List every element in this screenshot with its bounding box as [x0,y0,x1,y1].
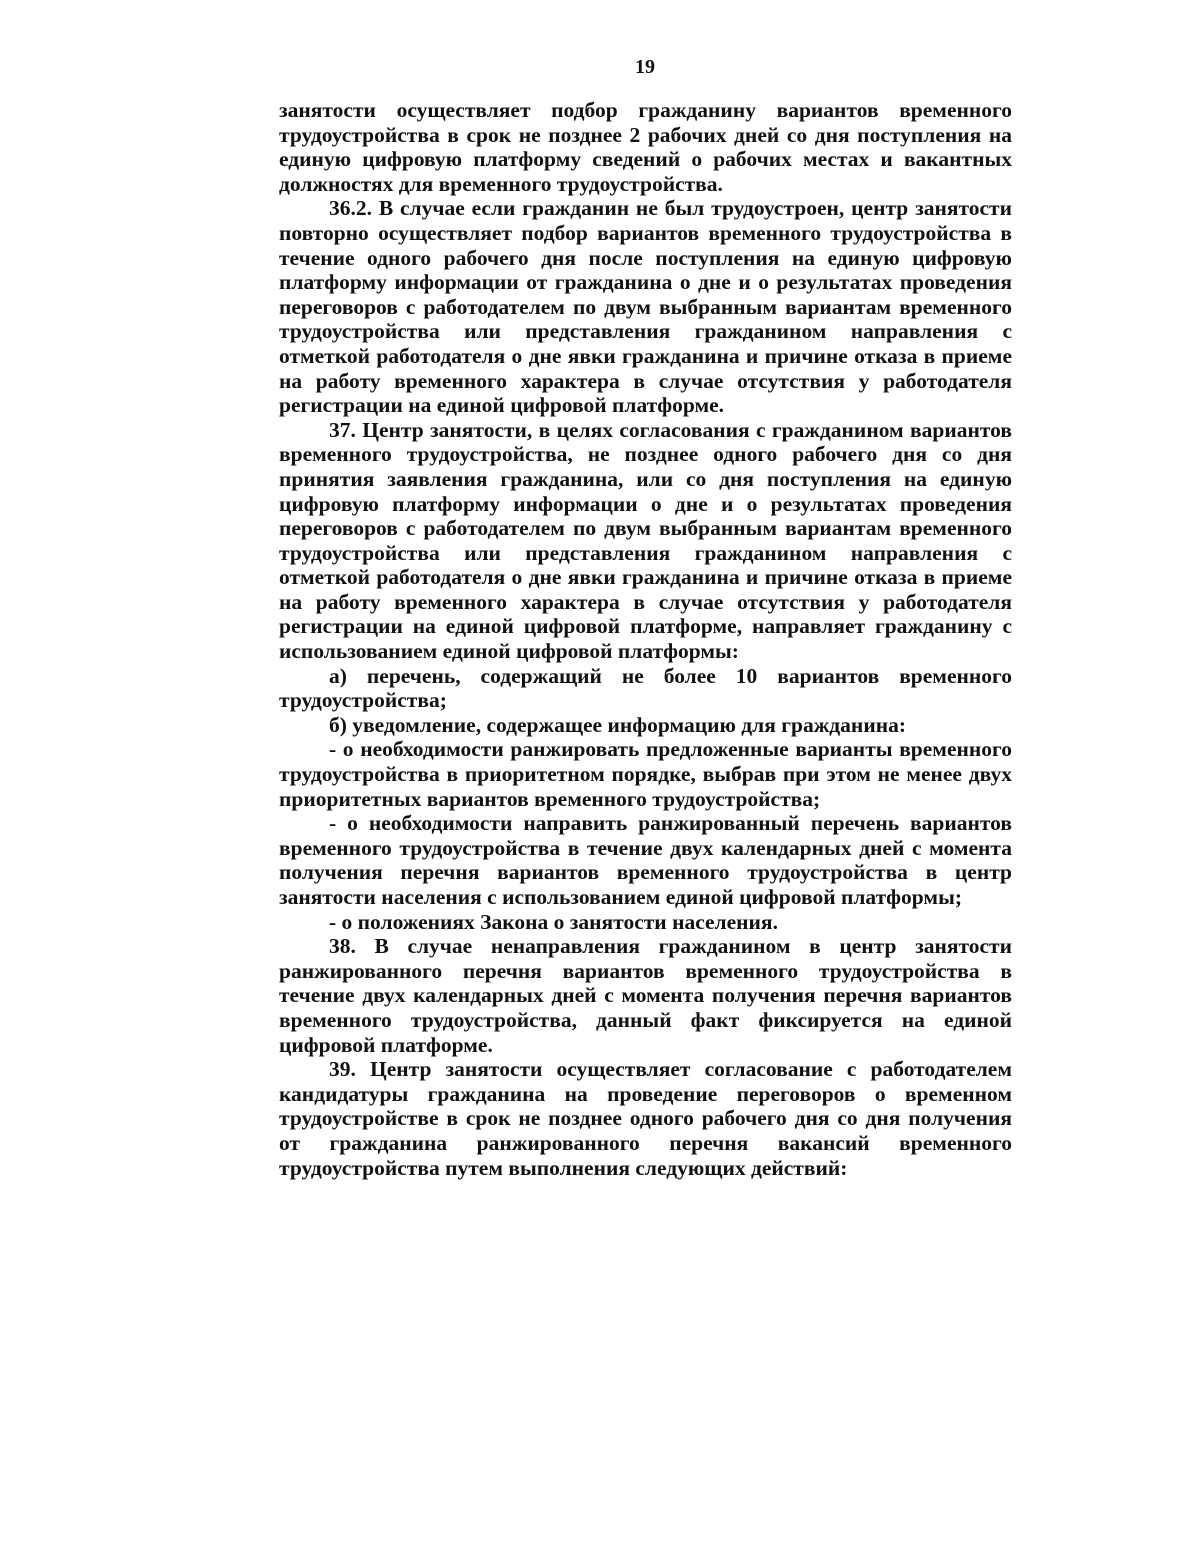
paragraph-37-a: а) перечень, содержащий не более 10 вариантов временного трудоустройства; [279,663,1012,713]
paragraph-continuation: занятости осуществляет подбор гражданину вариантов временного трудоустройства в срок не позднее 2 рабочих дней со дня поступления на единую цифровую платформу сведений о рабочих местах и вакантных должностях для временного трудоустройства. [279,98,1012,196]
list-item-send-ranked-list: - о необходимости направить ранжированный перечень вариантов временного трудоустройства в течение двух календарных дней с момента получения перечня вариантов временного трудоустройства в центр занятости населения с использованием единой цифровой платформы; [279,811,1012,909]
paragraph-37-b: б) уведомление, содержащее информацию для гражданина: [329,712,907,737]
paragraph-38: 38. В случае ненаправления гражданином в центр занятости ранжированного перечня вариантов временного трудоустройства в течение двух календарных дней с момента получения перечня вариантов временного трудоустройства, данный факт фиксируется на единой цифровой платформе. [279,934,1012,1057]
paragraph-37: 37. Центр занятости, в целях согласования с гражданином вариантов временного трудоустройства, не позднее одного рабочего дня со дня принятия заявления гражданина, или со дня поступления на единую цифровую платформу информации о дне и о результатах проведения переговоров с работодателем по двум выбранным вариантам временного трудоустройства или представления гражданином направления с отметкой работодателя о дне явки гражданина и причине отказа в приеме на работу временного характера в случае отсутствия у работодателя регистрации на единой цифровой платформе, направляет гражданину с использованием единой цифровой платформы: [279,417,1012,664]
list-item-law-provisions: - о положениях Закона о занятости населения. [329,909,778,934]
document-body [279,98,1012,1180]
page-number: 19 [635,56,655,78]
paragraph-36-2: 36.2. В случае если гражданин не был трудоустроен, центр занятости повторно осуществляет подбор вариантов временного трудоустройства в течение одного рабочего дня после поступления на единую цифровую платформу информации от гражданина о дне и о результатах проведения переговоров с работодателем по двум выбранным вариантам временного трудоустройства или представления гражданином направления с отметкой работодателя о дне явки гражданина и причине отказа в приеме на работу временного характера в случае отсутствия у работодателя регистрации на единой цифровой платформе. [279,196,1012,418]
list-item-ranking: - о необходимости ранжировать предложенные варианты временного трудоустройства в приоритетном порядке, выбрав при этом не менее двух приоритетных вариантов временного трудоустройства; [279,737,1012,811]
paragraph-39: 39. Центр занятости осуществляет согласование с работодателем кандидатуры гражданина на проведение переговоров о временном трудоустройстве в срок не позднее одного рабочего дня со дня получения от гражданина ранжированного перечня вакансий временного трудоустройства путем выполнения следующих действий: [279,1057,1012,1180]
